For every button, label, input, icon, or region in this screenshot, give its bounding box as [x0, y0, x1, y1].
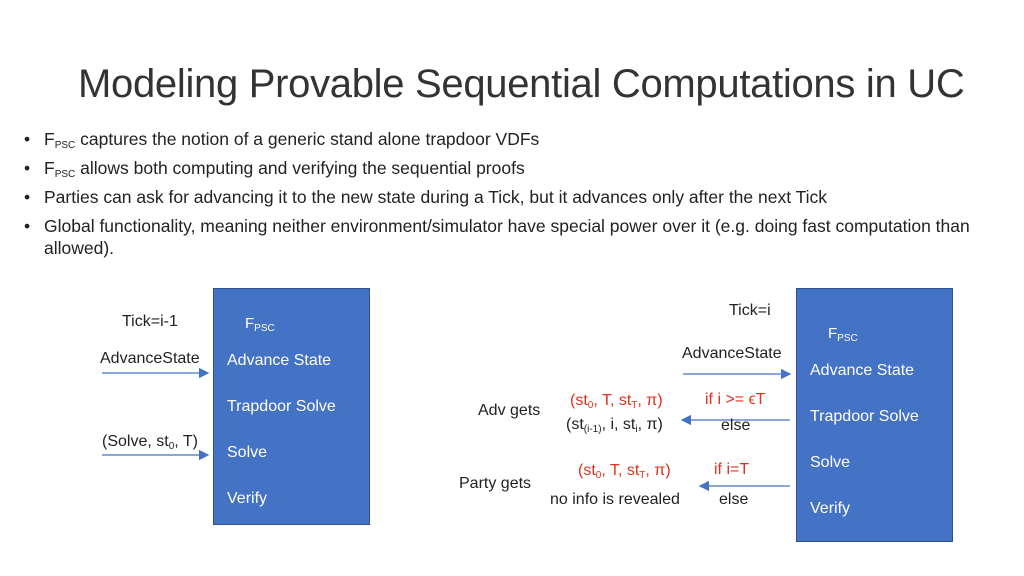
right-item-solve: Solve	[810, 454, 851, 471]
right-tick-label: Tick=i	[729, 302, 771, 319]
left-item-verify: Verify	[227, 490, 268, 507]
adv-else-label: else	[721, 417, 751, 434]
adv-else-tuple: ($st_{(i-1)}$, i, $st_i$, π)	[566, 416, 663, 435]
right-box-title: $F_{PSC}$	[828, 325, 858, 344]
party-gets-label: Party gets	[459, 475, 532, 492]
party-else-label: else	[719, 491, 749, 508]
right-item-trapdoor-solve: Trapdoor Solve	[810, 408, 919, 425]
left-item-trapdoor-solve: Trapdoor Solve	[227, 398, 336, 415]
right-item-advance-state: Advance State	[810, 362, 915, 379]
party-output-tuple: ($st_0$, T, $st_T$, π)	[578, 462, 671, 481]
left-fpsc-box	[213, 288, 370, 525]
bullet-text: Global functionality, meaning neither environment/simulator have special power over it (e.g. doing fast computation than allowed).	[44, 216, 970, 258]
party-condition: if i=T	[714, 461, 750, 478]
no-info-label: no info is revealed	[550, 491, 680, 508]
adv-output-tuple: ($st_0$, T, $st_T$, π)	[570, 392, 663, 411]
right-fpsc-box	[796, 288, 953, 542]
left-tick-label: Tick=i-1	[122, 313, 178, 330]
left-box-title: $F_{PSC}$	[245, 315, 275, 334]
bullet-text: captures the notion of a generic stand alone trapdoor VDFs	[75, 129, 540, 149]
adv-gets-label: Adv gets	[478, 402, 541, 419]
left-item-solve: Solve	[227, 444, 268, 461]
left-item-advance-state: Advance State	[227, 352, 332, 369]
bullet-prefix: F	[44, 129, 55, 149]
bullet-list	[24, 128, 984, 266]
left-advance-state-label: AdvanceState	[100, 350, 200, 367]
left-solve-label: (Solve, $st_0$, T)	[102, 433, 198, 452]
bullet-item	[24, 157, 984, 179]
bullet-prefix: F	[44, 158, 55, 178]
adv-condition: if i >= ϵT	[705, 391, 766, 408]
bullet-item	[24, 128, 984, 150]
bullet-subscript: PSC	[54, 140, 76, 151]
bullet-text: Parties can ask for advancing it to the new state during a Tick, but it advances only after the next Tick	[44, 187, 828, 207]
slide-title: Modeling Provable Sequential Computations in UC	[78, 62, 965, 106]
right-item-verify: Verify	[810, 500, 851, 517]
bullet-text: allows both computing and verifying the sequential proofs	[75, 158, 525, 178]
right-advance-state-label: AdvanceState	[682, 345, 782, 362]
bullet-item	[24, 186, 984, 208]
bullet-subscript: PSC	[54, 169, 76, 180]
bullet-item	[24, 215, 974, 259]
